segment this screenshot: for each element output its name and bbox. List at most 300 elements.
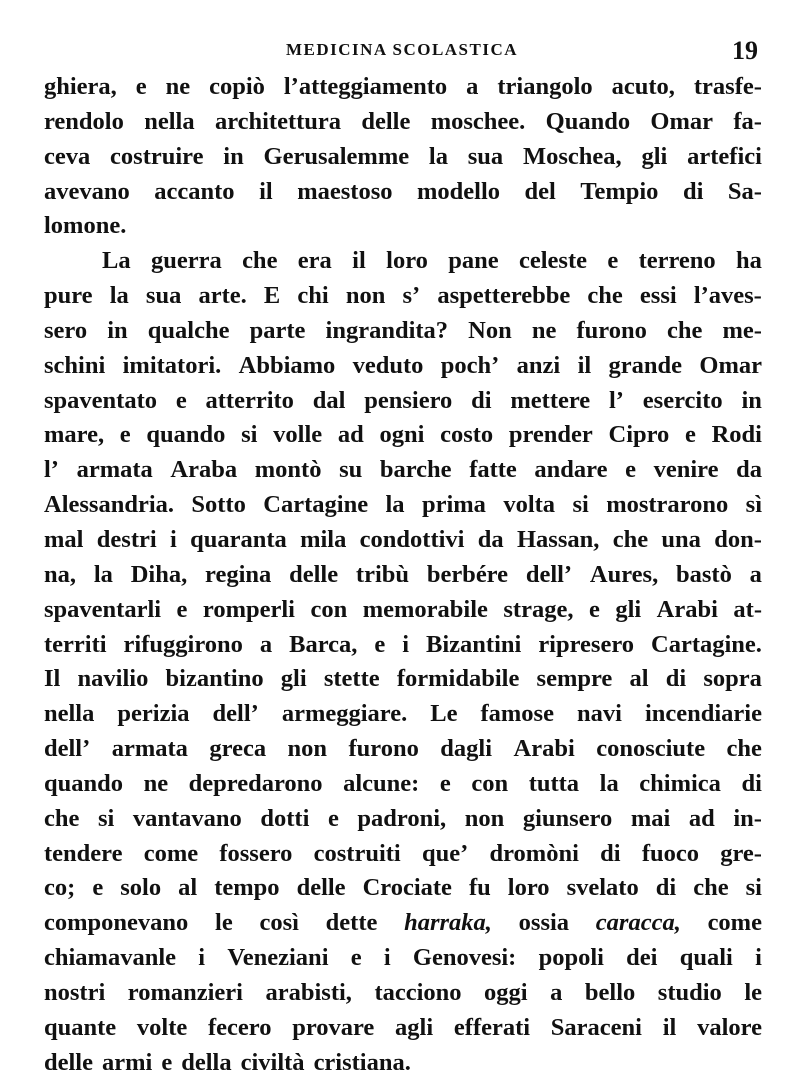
word: come bbox=[707, 909, 762, 937]
word: il bbox=[352, 247, 366, 275]
text-line bbox=[44, 979, 762, 1014]
word: terreno bbox=[638, 247, 716, 275]
text-line bbox=[44, 596, 762, 631]
word: Crociate bbox=[362, 874, 452, 902]
word: sero bbox=[44, 316, 88, 344]
text-line bbox=[44, 178, 762, 213]
word: a bbox=[749, 560, 762, 588]
word: dell’ bbox=[212, 700, 259, 728]
word: regina bbox=[205, 560, 272, 588]
word: i bbox=[383, 944, 391, 972]
word: valore bbox=[697, 1013, 762, 1041]
word: ad bbox=[337, 421, 364, 449]
text-line bbox=[44, 212, 762, 247]
text-line bbox=[44, 1049, 762, 1083]
word: fu bbox=[468, 874, 491, 902]
text-line bbox=[44, 317, 762, 352]
word: Rodi bbox=[711, 421, 762, 449]
word: quando bbox=[146, 421, 226, 449]
word: con bbox=[471, 769, 509, 797]
word: agli bbox=[395, 1013, 434, 1041]
word: rendolo bbox=[44, 107, 124, 135]
word: mal bbox=[44, 525, 84, 553]
word: sì bbox=[745, 491, 762, 519]
word: i bbox=[402, 630, 410, 658]
word: avevano bbox=[44, 177, 130, 205]
word: spaventarli bbox=[44, 595, 162, 623]
word: Il bbox=[44, 665, 61, 693]
word: e bbox=[685, 421, 696, 449]
word: chiamavanle bbox=[44, 944, 177, 972]
word: mostrarono bbox=[606, 491, 729, 519]
word: oggi bbox=[484, 978, 528, 1006]
word: greca bbox=[209, 735, 267, 763]
word: co; bbox=[44, 874, 76, 902]
word: chimica bbox=[639, 769, 721, 797]
word: su bbox=[339, 456, 363, 484]
word: delle bbox=[361, 107, 411, 135]
word: poch’ bbox=[440, 351, 500, 379]
word: Sotto bbox=[191, 491, 246, 519]
word: del bbox=[524, 177, 556, 205]
word: le bbox=[744, 978, 762, 1006]
word: Diha, bbox=[130, 560, 188, 588]
word: dette bbox=[325, 909, 378, 937]
text-line bbox=[44, 421, 762, 456]
text-line bbox=[44, 282, 762, 317]
word: sempre bbox=[536, 665, 613, 693]
word: E bbox=[263, 282, 281, 310]
word: barche bbox=[379, 456, 452, 484]
word: mila bbox=[300, 525, 347, 553]
word: e bbox=[374, 630, 386, 658]
page-number: 19 bbox=[732, 36, 758, 65]
word: si bbox=[241, 421, 258, 449]
word: civiltà bbox=[240, 1048, 305, 1076]
word: harraka, bbox=[404, 909, 492, 937]
word: at- bbox=[733, 595, 762, 623]
word: tacciono bbox=[374, 978, 462, 1006]
word: e bbox=[350, 944, 362, 972]
word: imitatori. bbox=[122, 351, 222, 379]
word: romanzieri bbox=[127, 978, 243, 1006]
word: dal bbox=[312, 386, 346, 414]
word: e bbox=[135, 73, 147, 100]
word: dotti bbox=[260, 804, 310, 832]
word: furono bbox=[576, 316, 647, 344]
word: al bbox=[629, 665, 649, 693]
word: quante bbox=[44, 1013, 117, 1041]
word: Cartagine bbox=[263, 491, 369, 519]
word: Barca, bbox=[289, 630, 358, 658]
word: volle bbox=[273, 421, 323, 449]
word: cristiana. bbox=[313, 1048, 411, 1076]
word: provare bbox=[292, 1013, 375, 1041]
word: gre- bbox=[720, 839, 762, 867]
word: famose bbox=[480, 700, 554, 728]
word: chi bbox=[297, 282, 329, 310]
word: Quando bbox=[545, 107, 631, 135]
word: alcune: bbox=[343, 769, 420, 797]
word: e bbox=[327, 804, 339, 832]
word: dagli bbox=[440, 735, 493, 763]
word: che bbox=[612, 525, 649, 553]
word: grande bbox=[608, 351, 683, 379]
word: in bbox=[741, 386, 762, 414]
word: Non bbox=[468, 316, 512, 344]
word: che bbox=[44, 804, 80, 832]
word: La bbox=[102, 247, 131, 275]
word: in- bbox=[733, 804, 762, 832]
text-line bbox=[44, 909, 762, 944]
word: ghiera, bbox=[44, 73, 117, 100]
word: svelato bbox=[566, 874, 639, 902]
word: a bbox=[466, 73, 479, 100]
word: in bbox=[107, 316, 128, 344]
word: le bbox=[215, 909, 233, 937]
word: na, bbox=[44, 560, 77, 588]
word: fecero bbox=[207, 1013, 272, 1041]
text-line bbox=[44, 387, 762, 422]
word: sua bbox=[145, 282, 182, 310]
word: que’ bbox=[421, 839, 469, 867]
word: spaventato bbox=[44, 386, 157, 414]
word: quali bbox=[679, 944, 733, 972]
word: gli bbox=[280, 665, 307, 693]
text-line bbox=[44, 631, 762, 666]
word: ad bbox=[688, 804, 715, 832]
word: formidabile bbox=[396, 665, 520, 693]
word: aspetterebbe bbox=[437, 282, 571, 310]
word: di bbox=[665, 665, 687, 693]
text-line bbox=[44, 1014, 762, 1049]
word: Aures, bbox=[589, 560, 659, 588]
word: Arabi bbox=[513, 735, 575, 763]
word: architettura bbox=[214, 107, 342, 135]
word: che bbox=[693, 874, 729, 902]
word: Arabi bbox=[656, 595, 718, 623]
text-line bbox=[44, 735, 762, 770]
word: pure bbox=[44, 282, 93, 310]
word: che bbox=[726, 735, 762, 763]
word: fuoco bbox=[641, 839, 699, 867]
word: incendiarie bbox=[644, 700, 762, 728]
word: dromòni bbox=[489, 839, 579, 867]
word: i bbox=[198, 944, 206, 972]
word: l’ bbox=[609, 386, 624, 414]
word: navilio bbox=[77, 665, 149, 693]
word: ingrandita? bbox=[325, 316, 449, 344]
text-line bbox=[44, 526, 762, 561]
word: bastò bbox=[676, 560, 732, 588]
word: ossia bbox=[518, 909, 570, 937]
word: essi bbox=[639, 282, 677, 310]
word: mare, bbox=[44, 421, 105, 449]
word: Omar bbox=[650, 107, 714, 135]
word: la bbox=[599, 769, 619, 797]
word: ogni bbox=[379, 421, 425, 449]
word: la bbox=[428, 142, 448, 170]
word: delle bbox=[44, 1048, 93, 1076]
word: armi bbox=[102, 1048, 153, 1076]
word: delle bbox=[289, 560, 339, 588]
text-line bbox=[44, 491, 762, 526]
word: triangolo bbox=[497, 73, 593, 100]
word: da bbox=[736, 456, 762, 484]
word: e bbox=[607, 247, 619, 275]
word: della bbox=[181, 1048, 232, 1076]
text-line bbox=[44, 665, 762, 700]
word: fossero bbox=[219, 839, 293, 867]
word: Araba bbox=[170, 456, 238, 484]
word: fa- bbox=[733, 107, 762, 135]
word: una bbox=[661, 525, 701, 553]
word: Cipro bbox=[608, 421, 670, 449]
word: tempo bbox=[214, 874, 280, 902]
text-line bbox=[44, 247, 762, 282]
word: quando bbox=[44, 769, 124, 797]
word: dell’ bbox=[44, 735, 91, 763]
word: memorabile bbox=[362, 595, 488, 623]
word: armeggiare. bbox=[281, 700, 408, 728]
word: l’aves- bbox=[693, 282, 762, 310]
word: si bbox=[97, 804, 115, 832]
word: Abbiamo bbox=[238, 351, 336, 379]
word: efferati bbox=[453, 1013, 531, 1041]
word: venire bbox=[653, 456, 719, 484]
word: schini bbox=[44, 351, 106, 379]
text-line bbox=[44, 770, 762, 805]
word: il bbox=[662, 1013, 677, 1041]
word: non bbox=[287, 735, 328, 763]
word: e bbox=[175, 386, 187, 414]
text-line bbox=[44, 456, 762, 491]
word: era bbox=[297, 247, 332, 275]
word: perizia bbox=[117, 700, 190, 728]
word: atterrito bbox=[205, 386, 294, 414]
word: si bbox=[745, 874, 762, 902]
word: così bbox=[259, 909, 299, 937]
word: giunsero bbox=[522, 804, 613, 832]
word: furono bbox=[348, 735, 419, 763]
word: di bbox=[471, 386, 492, 414]
word: s’ bbox=[402, 282, 421, 310]
word: arabisti, bbox=[265, 978, 352, 1006]
word: moschee. bbox=[430, 107, 526, 135]
word: di bbox=[741, 769, 762, 797]
word: e bbox=[625, 456, 636, 484]
word: vantavano bbox=[132, 804, 242, 832]
body-text bbox=[44, 73, 762, 1083]
word: copiò bbox=[209, 73, 265, 100]
word: la bbox=[385, 491, 405, 519]
word: che bbox=[242, 247, 278, 275]
word: parte bbox=[249, 316, 306, 344]
word: volte bbox=[136, 1013, 188, 1041]
text-line bbox=[44, 352, 762, 387]
word: qualche bbox=[147, 316, 230, 344]
running-head: MEDICINA SCOLASTICA bbox=[285, 40, 519, 59]
word: mettere bbox=[510, 386, 591, 414]
word: l’ bbox=[44, 456, 59, 484]
word: bello bbox=[584, 978, 636, 1006]
word: andare bbox=[534, 456, 608, 484]
word: ne bbox=[531, 316, 557, 344]
word: romperli bbox=[202, 595, 295, 623]
word: sua bbox=[467, 142, 504, 170]
word: Veneziani bbox=[227, 944, 329, 972]
text-line bbox=[44, 143, 762, 178]
word: don- bbox=[714, 525, 762, 553]
word: padroni, bbox=[357, 804, 447, 832]
word: di bbox=[655, 874, 677, 902]
word: depredarono bbox=[188, 769, 323, 797]
word: ha bbox=[736, 247, 762, 275]
word: anzi bbox=[516, 351, 561, 379]
word: gli bbox=[615, 595, 642, 623]
word: lomone. bbox=[44, 212, 127, 240]
word: loro bbox=[386, 247, 428, 275]
word: che bbox=[587, 282, 623, 310]
word: nostri bbox=[44, 978, 106, 1006]
word: pensiero bbox=[364, 386, 453, 414]
word: costo bbox=[440, 421, 494, 449]
word: veduto bbox=[352, 351, 424, 379]
word: a bbox=[259, 630, 273, 658]
word: condottivi bbox=[359, 525, 465, 553]
word: e bbox=[588, 595, 600, 623]
word: acuto, bbox=[611, 73, 675, 100]
word: di bbox=[600, 839, 621, 867]
word: che bbox=[666, 316, 703, 344]
word: accanto bbox=[154, 177, 235, 205]
word: e bbox=[161, 1048, 173, 1076]
word: con bbox=[310, 595, 348, 623]
word: il bbox=[259, 177, 273, 205]
word: e bbox=[176, 595, 188, 623]
word: Alessandria. bbox=[44, 491, 175, 519]
word: trasfe- bbox=[693, 73, 762, 100]
text-line bbox=[44, 73, 762, 108]
word: maestoso bbox=[297, 177, 393, 205]
word: al bbox=[178, 874, 198, 902]
word: prima bbox=[421, 491, 486, 519]
word: nella bbox=[44, 700, 95, 728]
word: dell’ bbox=[525, 560, 573, 588]
word: Saraceni bbox=[550, 1013, 642, 1041]
word: guerra bbox=[150, 247, 222, 275]
word: armata bbox=[76, 456, 153, 484]
word: componevano bbox=[44, 909, 189, 937]
word: Sa- bbox=[727, 177, 762, 205]
word: costruire bbox=[110, 142, 204, 170]
word: la bbox=[109, 282, 129, 310]
word: bizantino bbox=[165, 665, 264, 693]
word: mai bbox=[630, 804, 671, 832]
word: e bbox=[119, 421, 131, 449]
word: dei bbox=[626, 944, 658, 972]
word: Moschea, bbox=[522, 142, 622, 170]
text-line bbox=[44, 108, 762, 143]
text-line bbox=[44, 944, 762, 979]
word: ne bbox=[165, 73, 191, 100]
text-line bbox=[44, 874, 762, 909]
word: a bbox=[550, 978, 563, 1006]
word: rifuggirono bbox=[123, 630, 243, 658]
word: Tempio bbox=[580, 177, 659, 205]
word: navi bbox=[576, 700, 622, 728]
word: tendere bbox=[44, 839, 123, 867]
word: fatte bbox=[469, 456, 517, 484]
word: destri bbox=[96, 525, 157, 553]
word: i bbox=[755, 944, 762, 972]
word: Le bbox=[430, 700, 458, 728]
word: Gerusalemme bbox=[263, 142, 410, 170]
word: studio bbox=[657, 978, 722, 1006]
word: me- bbox=[722, 316, 762, 344]
word: Omar bbox=[699, 351, 762, 379]
word: montò bbox=[254, 456, 322, 484]
text-line bbox=[44, 700, 762, 735]
word: prender bbox=[508, 421, 593, 449]
word: di bbox=[682, 177, 704, 205]
word: Hassan, bbox=[517, 525, 600, 553]
word: i bbox=[169, 525, 177, 553]
text-line bbox=[44, 840, 762, 875]
word: e bbox=[92, 874, 104, 902]
word: sopra bbox=[703, 665, 762, 693]
word: pane bbox=[448, 247, 499, 275]
word: in bbox=[223, 142, 244, 170]
word: strage, bbox=[503, 595, 574, 623]
word: ripresero bbox=[538, 630, 635, 658]
word: come bbox=[143, 839, 199, 867]
word: artefici bbox=[687, 142, 762, 170]
word: nella bbox=[144, 107, 195, 135]
word: popoli bbox=[538, 944, 604, 972]
text-line bbox=[44, 805, 762, 840]
word: non bbox=[345, 282, 386, 310]
word: armata bbox=[111, 735, 188, 763]
word: celeste bbox=[519, 247, 587, 275]
word: la bbox=[93, 560, 113, 588]
word: non bbox=[464, 804, 505, 832]
word: arte. bbox=[198, 282, 247, 310]
word: il bbox=[577, 351, 592, 379]
word: quaranta bbox=[190, 525, 287, 553]
word: volta bbox=[503, 491, 556, 519]
word: territi bbox=[44, 630, 107, 658]
word: ne bbox=[143, 769, 169, 797]
word: costruiti bbox=[313, 839, 401, 867]
word: tribù bbox=[355, 560, 409, 588]
word: Cartagine. bbox=[651, 630, 762, 658]
word: da bbox=[477, 525, 504, 553]
page-header bbox=[44, 36, 760, 66]
word: si bbox=[572, 491, 589, 519]
word: tutta bbox=[528, 769, 580, 797]
word: Genovesi: bbox=[412, 944, 517, 972]
word: delle bbox=[296, 874, 346, 902]
word: berbére bbox=[426, 560, 508, 588]
word: solo bbox=[120, 874, 162, 902]
word: ceva bbox=[44, 142, 91, 170]
word: caracca, bbox=[595, 909, 681, 937]
word: stette bbox=[323, 665, 380, 693]
word: loro bbox=[507, 874, 550, 902]
word: l’atteggiamento bbox=[283, 73, 448, 100]
word: modello bbox=[417, 177, 501, 205]
